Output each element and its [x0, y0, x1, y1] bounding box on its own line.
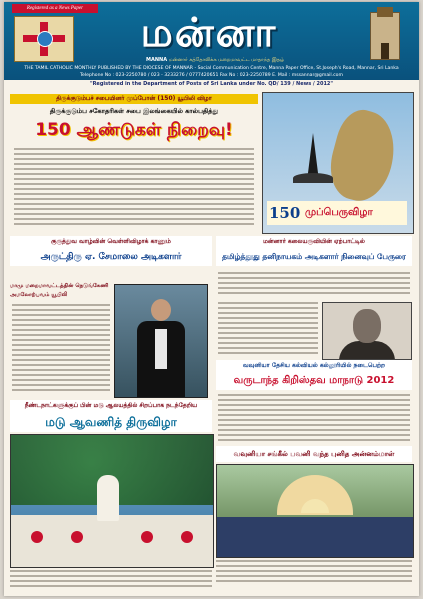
monument-icon [293, 133, 333, 183]
article-silver-jubilee-body [12, 304, 110, 394]
article-madhu-feast-heading [10, 400, 212, 432]
article-kicker: குருத்துவ வாழ்வின் வெள்ளிவிழாக் காணும் [51, 238, 171, 245]
jubilee-photo [262, 92, 414, 234]
procession-photo [216, 464, 414, 558]
procession-caption [216, 560, 412, 592]
newspaper-title: மன்னா [140, 9, 278, 56]
lead-subhead: திருக்குடும்ப சகோதரிகள் சபை இலங்கையில் கால்பதித்து [49, 107, 219, 115]
madhu-feast-photo [10, 434, 214, 568]
article-silver-jubilee-heading [10, 236, 212, 266]
sri-lanka-map-icon [322, 105, 403, 207]
tagline-label: MANNA [145, 57, 168, 63]
article-kicker: மன்னார் கலையருவியின் ஏற்பாட்டில் [263, 238, 365, 245]
article-subheading: மாமு மறைமாவட்டத்தின் நெடுங்கேணி அமலோற்பவம் யூபிலி [10, 283, 109, 298]
article-kicker: வவுனியா தேசிய கல்வியல் கல்லூரியில் நடைபெற்ற [242, 362, 386, 369]
portrait-photo [322, 302, 412, 360]
lead-headline: 150 ஆண்டுகள் நிறைவு! [35, 120, 233, 140]
jubilee-badge-number: 150 [269, 204, 301, 222]
article-memorial-lecture-body-cont [218, 302, 318, 357]
article-memorial-lecture-body [218, 272, 410, 297]
priest-photo [114, 284, 208, 398]
article-title: மடு ஆவணித் திருவிழா [45, 415, 177, 429]
jubilee-badge-text: முப்பெருவிழா [305, 207, 373, 218]
masthead [4, 2, 419, 86]
tagline [80, 56, 350, 64]
madhu-feast-caption [10, 570, 212, 592]
lead-article-body [14, 148, 254, 228]
publisher-line: THE TAMIL CATHOLIC MONTHLY PUBLISHED BY THE DIOCESE OF MANNAR - Social Communication Centre, Manna Paper Office, St.Joseph's Road, Mannar, Sri Lanka [24, 66, 399, 71]
newspaper-page [4, 2, 419, 596]
article-memorial-lecture-heading [216, 236, 412, 266]
article-title: வவுனியா சங்கீல் பவனி வந்த புனித அன்னம்மாள் [233, 450, 395, 458]
jubilee-badge [267, 201, 407, 225]
tagline-text: மன்னார் கத்தோலிக்க மறைமாவட்ட மாதாந்த இதழ் [168, 57, 284, 63]
registration-line: "Registered in the Department of Posts of Sri Lanka under No. QD/ 139 / News / 2012" [4, 80, 419, 88]
article-kicker: நீண்டநாட்களுக்குப் பின் மடு ஆலயத்தில் சிறப்பாக நடந்தேறிய [24, 402, 198, 409]
church-icon [356, 6, 412, 62]
article-title: தமிழ்த்தூது தனிநாயகம் அடிகளார் நினைவுப் பேருரை [222, 252, 406, 261]
article-christian-conference-body [218, 394, 410, 444]
article-procession-heading [216, 446, 412, 462]
article-title: வருடாந்த கிறிஸ்தவ மாநாடு 2012 [233, 375, 395, 386]
contact-line: Telephone No : 023-2250780 / 023 - 3233276 / 0777420651 Fax No : 023-2250789 E. Mail : mssannar@gmail.com [80, 73, 343, 78]
article-christian-conference-heading [216, 360, 412, 390]
diocese-logo-icon [14, 16, 74, 62]
lead-banner: திருக்குடும்பச் சபையினர் முப்போன் (150) யூபிலி விழா [10, 94, 258, 104]
article-title: அருட்திரு ஏ. சேமாலை அடிகளார் [40, 252, 182, 262]
registration-ribbon: Registered as a News Paper [12, 4, 98, 13]
